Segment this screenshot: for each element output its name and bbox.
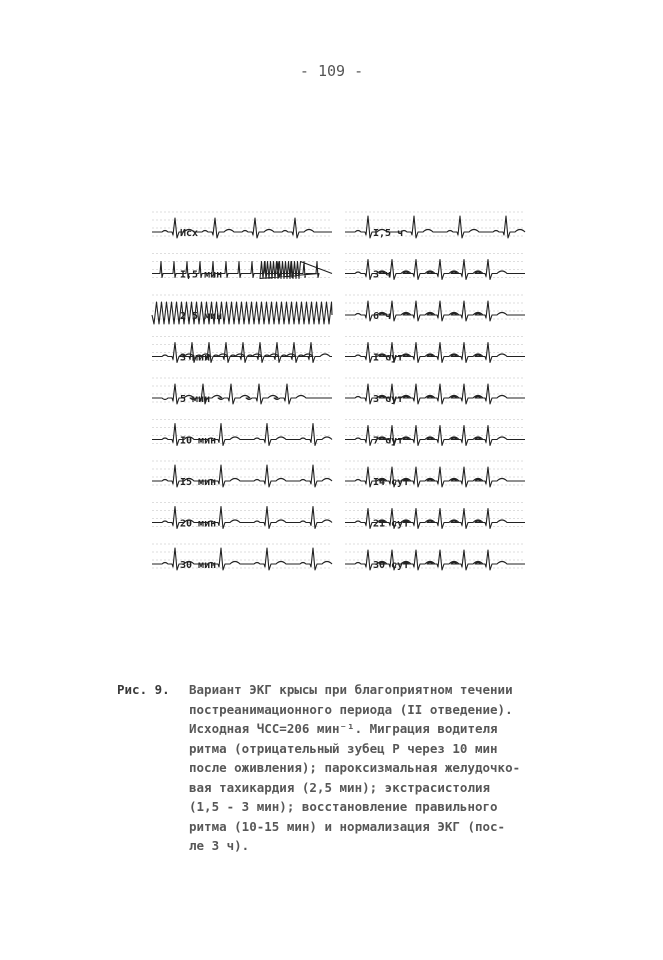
strip-label: 3 ч (373, 269, 392, 281)
ecg-strip-right-8 (345, 503, 525, 530)
ecg-trace (152, 262, 332, 279)
ecg-strip-right-7 (345, 461, 525, 488)
strip-label: 2,5 мин (180, 311, 223, 322)
ecg-strip-left-2 (152, 254, 332, 281)
strip-label: I сут (373, 352, 404, 364)
strip-label: 3 мин (180, 352, 211, 364)
strip-label: 21 сут (373, 518, 410, 530)
strip-label: 30 сут (373, 560, 410, 571)
strip-label: 3 сут (373, 394, 404, 405)
ecg-strip-left-3 (152, 295, 332, 324)
ecg-strip-left-5 (152, 378, 332, 405)
ecg-strip-right-2 (345, 254, 525, 281)
strip-label: 6 ч (373, 311, 392, 322)
strip-label: Исх (180, 228, 199, 239)
strip-label: 5 мин (180, 394, 211, 405)
strip-label: I,5 мин (180, 269, 223, 281)
ecg-trace (152, 507, 332, 529)
ecg-trace (345, 216, 525, 238)
ecg-trace (152, 548, 332, 570)
strip-label: 30 мин (180, 560, 217, 571)
strip-label: I5 мин (180, 477, 217, 488)
ecg-trace (152, 302, 332, 324)
ecg-strip-right-1 (345, 212, 525, 239)
caption-label: Рис. 9. (117, 682, 170, 697)
ecg-strip-left-4 (152, 337, 332, 364)
strip-label: I4 сут (373, 477, 410, 488)
ecg-strip-right-3 (345, 295, 525, 322)
strip-label: I0 мин (180, 435, 217, 447)
ecg-strip-left-8 (152, 503, 332, 530)
ecg-strip-right-4 (345, 337, 525, 364)
ecg-strip-right-5 (345, 378, 525, 405)
page-number: - 109 - (299, 62, 364, 80)
caption-text: Вариант ЭКГ крысы при благоприятном течении постреанимационного периода (II отведение). Исходная ЧСС=206 мин⁻¹. Миграция водителя ритма (отрицательный зубец Р через 10 мин после оживления); пароксизмальная желудочко- вая тахикардия (2,5 мин); экстрасистолия (1,5 - 3 мин); восстановление правильного ритма (10-15 мин) и нормализация ЭКГ (пос- ле 3 ч). (189, 682, 521, 853)
ecg-strip-right-9 (345, 544, 525, 571)
ecg-strip-left-6 (152, 420, 332, 447)
strip-label: 20 мин (180, 518, 217, 530)
ecg-strip-left-7 (152, 461, 332, 488)
strip-label: I,5 ч (373, 228, 404, 239)
ecg-trace (152, 465, 332, 487)
ecg-strip-right-6 (345, 420, 525, 447)
strip-label: 7 сут (373, 435, 404, 447)
figure-caption (117, 680, 557, 856)
ecg-strip-left-9 (152, 544, 332, 571)
ecg-trace (152, 424, 332, 446)
ecg-strip-left-1 (152, 212, 332, 239)
